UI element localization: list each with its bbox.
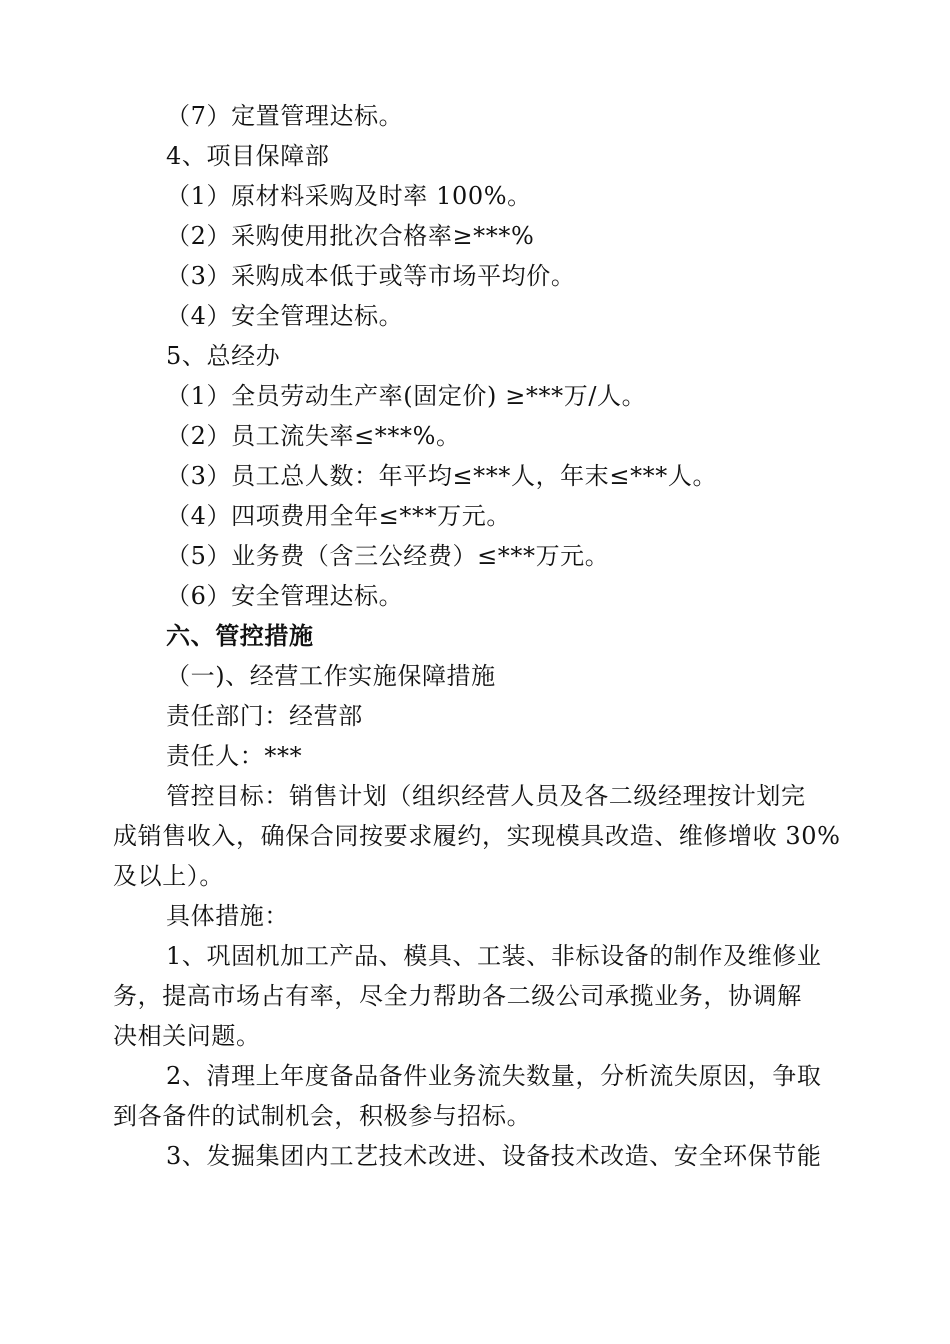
text-line: 2、清理上年度备品备件业务流失数量，分析流失原因，争取 [166,1062,822,1090]
text-line: 责任部门：经营部 [166,702,363,730]
text-line: （6）安全管理达标。 [166,582,404,610]
text-line: 及以上）。 [113,862,224,890]
section-heading: 六、管控措施 [166,621,314,650]
text-line: 具体措施： [166,902,289,930]
text-line: （4）四项费用全年≤***万元。 [166,502,511,530]
text-line: 决相关问题。 [113,1022,261,1050]
text-line: 1、巩固机加工产品、模具、工装、非标设备的制作及维修业 [166,942,822,970]
text-line: 务，提高市场占有率，尽全力帮助各二级公司承揽业务，协调解 [113,982,802,1010]
text-line: （2）采购使用批次合格率≥***% [166,222,535,250]
text-line: 到各备件的试制机会，积极参与招标。 [113,1102,532,1130]
text-line: （7）定置管理达标。 [166,102,404,130]
text-line: （1）全员劳动生产率(固定价) ≥***万/人。 [166,382,647,410]
text-line: 责任人：*** [166,742,303,770]
text-line: 管控目标：销售计划（组织经营人员及各二级经理按计划完 [166,782,806,810]
text-line: （3）采购成本低于或等市场平均价。 [166,262,576,290]
text-line: （1）原材料采购及时率 100%。 [166,182,532,210]
text-line: 成销售收入，确保合同按要求履约，实现模具改造、维修增收 30% [113,822,841,850]
text-line: （5）业务费（含三公经费）≤***万元。 [166,542,610,570]
text-line: （3）员工总人数：年平均≤***人，年末≤***人。 [166,462,718,490]
text-line: 5、总经办 [166,342,281,370]
text-line: 4、项目保障部 [166,142,330,170]
text-line: 3、发掘集团内工艺技术改进、设备技术改造、安全环保节能 [166,1142,822,1170]
text-line: （4）安全管理达标。 [166,302,404,330]
text-line: （一)、经营工作实施保障措施 [166,662,496,690]
text-line: （2）员工流失率≤***%。 [166,422,461,450]
